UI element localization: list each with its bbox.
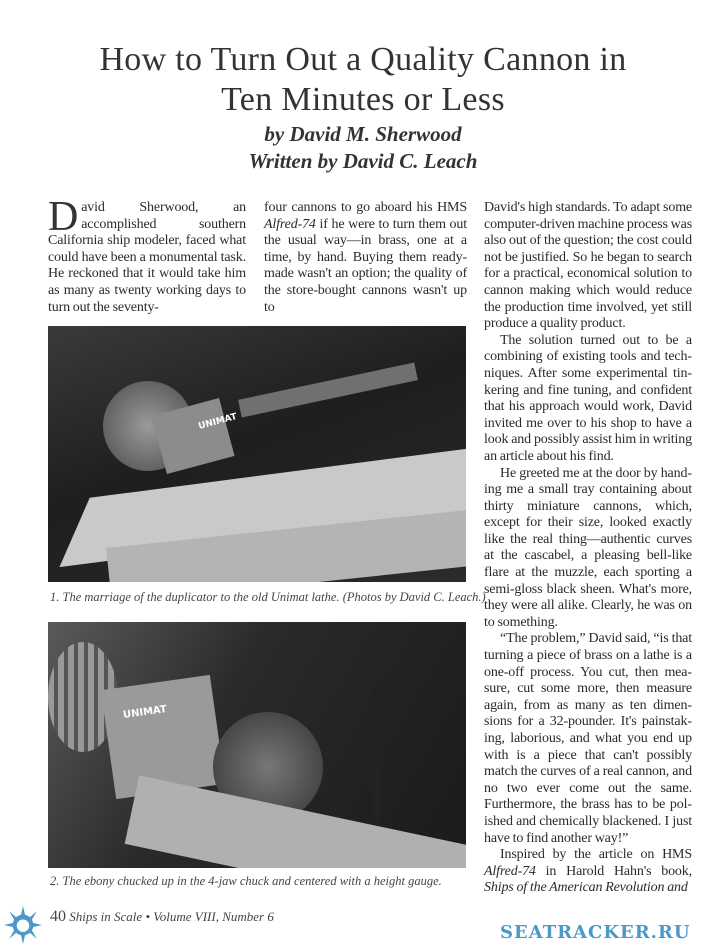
page-footer (50, 908, 274, 926)
column-1 (48, 194, 246, 316)
sunburst-watermark-icon (4, 906, 42, 944)
figure-1-caption: 1. The marriage of the duplicator to the old Unimat lathe. (Photos by David C. Leach.) (50, 590, 486, 604)
byline-author: by David M. Sherwood (264, 122, 462, 146)
ship-name: Alfred-74 (264, 216, 316, 232)
ship-name: Alfred-74 (484, 863, 536, 879)
title-line-2: Ten Minutes or Less (221, 81, 505, 118)
unimat-label: UNIMAT (122, 703, 168, 722)
issue-info: Volume VIII, Number 6 (153, 909, 274, 924)
unimat-label: UNIMAT (197, 412, 239, 432)
article-title (0, 40, 726, 120)
figure-2-caption: 2. The ebony chucked up in the 4-jaw chuck and centered with a height gauge. (50, 874, 442, 888)
photo-chuck-height-gauge (48, 622, 466, 868)
paragraph: He greeted me at the door by handing me a small tray containing about thirty miniature cannons, which, except for their size, looked exactly like the real thing—authentic curves at the cascabel, a pleasing bell-like flare at the muzzle, each sporting a semi-gloss black sheen. What's more, they were all alike. Clearly, he was on to something. (484, 465, 692, 630)
photo-duplicator-lathe (48, 326, 466, 582)
book-title: Ships of the American Revolution and (484, 880, 688, 896)
text: in Harold Hahn's book, (535, 863, 692, 879)
page-number: 40 (50, 908, 66, 925)
publication-name: Ships in Scale (69, 909, 143, 924)
text: Inspired by the article on HMS (500, 847, 692, 863)
separator: • (145, 909, 150, 924)
byline-writer: Written by David C. Leach (248, 149, 478, 173)
paragraph: “The problem,” David said, “is that turning a piece of brass on a lathe is a one-off process. You cut, then measure, cut some more, then measure again, from as many as ten dimensions for a 32-pounder. It's painstaking, laborious, and what you end up with is a piece that can't possibly match the curves of a real cannon, and no two ever come out the same. Furthermore, the brass has to be polished and chemically blackened. I just have to find another way!” (484, 631, 692, 846)
watermark-text: SEATRACKER.RU (500, 922, 691, 943)
text: if he were to turn them out the usual way—in brass, one at a time, by hand. Buying them ready-made wasn't an option; the quality of the store-bought cannons wasn't up to (264, 216, 467, 315)
drop-cap: D (48, 194, 79, 240)
column-3 (484, 200, 692, 897)
column-2 (264, 200, 467, 316)
title-line-1: How to Turn Out a Quality Cannon in (99, 41, 627, 78)
paragraph: The solution turned out to be a combining of existing tools and techniques. After some experimental tinkering and fine tuning, and confident that his approach would work, David invited me over to his shop to have a look and possibly assist him in writing an article about his find. (484, 332, 692, 464)
paragraph: David's high standards. To adapt some computer-driven machine process was also out of the question; the cost could not be justified. So he began to search for a practical, economical solution to cannon making which would reduce the production time involved, yet still produce a quality product. (484, 200, 692, 332)
text: four cannons to go aboard his HMS (264, 200, 467, 215)
paragraph: avid Sherwood, an accomplished southern California ship modeler, faced what could have been a monumental task. He reckoned that it would take him as many as twenty working days to turn out the seventy- (48, 200, 246, 315)
